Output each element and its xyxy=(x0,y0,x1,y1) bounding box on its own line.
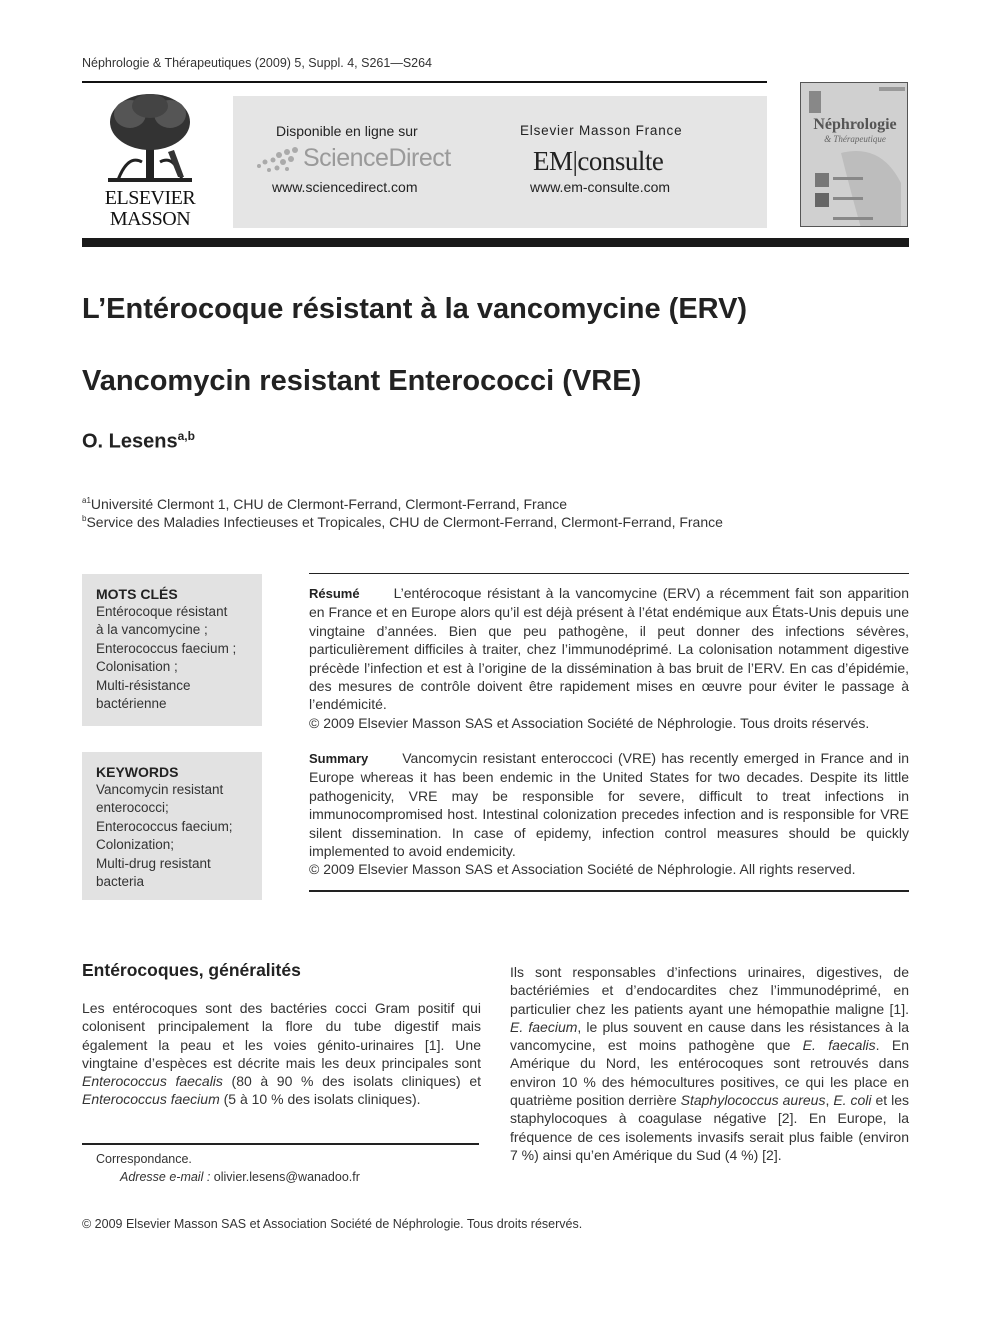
keyword-line: Multi-résistance xyxy=(96,677,191,693)
abstract-top-rule xyxy=(309,573,909,574)
cover-decoration-icon xyxy=(801,83,908,227)
species-name: E. coli xyxy=(833,1092,872,1109)
affiliation-mark: a1 xyxy=(82,496,91,505)
elsevier-masson-logo xyxy=(90,92,210,232)
body-text: . En Amérique du Nord, les entérocoques sont retrouvés dans environ 10 % des hémocultures positives, ce qui les place en quatrième position derrière xyxy=(510,1037,909,1109)
keyword-line: bacteria xyxy=(96,874,145,890)
body-right-column xyxy=(510,963,909,1164)
journal-reference: Néphrologie & Thérapeutiques (2009) 5, Suppl. 4, S261—S264 xyxy=(82,56,433,70)
em-consulte-url-link[interactable]: www.em-consulte.com xyxy=(530,179,671,195)
cover-title: Néphrologie xyxy=(813,116,897,133)
abstract-fr xyxy=(309,584,909,732)
header-rule xyxy=(82,81,767,83)
affiliation-a xyxy=(82,496,567,512)
keyword-line: bactérienne xyxy=(96,696,167,712)
header-thick-rule xyxy=(82,238,909,247)
keyword-line: Colonization; xyxy=(96,837,175,853)
keywords-en-heading: KEYWORDS xyxy=(96,764,179,780)
keyword-line: Enterococcus faecium ; xyxy=(96,640,237,656)
abstract-en-label: Summary xyxy=(309,751,369,766)
body-text: et les staphylocoques à coagulase négative [2]. En Europe, la fréquence de ces isolements invasifs serait plus faible (environ 7 %) ainsi qu’en Amérique du Sud (4 %) [2]. xyxy=(510,1092,910,1163)
abstract-bottom-rule xyxy=(309,890,909,892)
abstract-en-copyright: © 2009 Elsevier Masson SAS et Association Société de Néphrologie. All rights reserved. xyxy=(309,861,856,878)
sciencedirect-dots-icon xyxy=(255,146,301,176)
body-text: (80 à 90 % des isolats cliniques) et xyxy=(222,1073,481,1090)
author-name: O. Lesens xyxy=(82,430,178,453)
sciencedirect-label: Disponible en ligne sur xyxy=(276,123,418,139)
species-name: Enterococcus faecalis xyxy=(82,1073,223,1090)
email-link[interactable]: olivier.lesens@wanadoo.fr xyxy=(213,1170,360,1184)
section-heading: Entérocoques, généralités xyxy=(82,960,301,980)
sciencedirect-wordmark: ScienceDirect xyxy=(303,144,451,172)
keyword-line: Vancomycin resistant xyxy=(96,782,224,797)
keyword-line: Enterococcus faecium; xyxy=(96,818,233,834)
availability-banner xyxy=(233,96,767,228)
abstract-fr-copyright: © 2009 Elsevier Masson SAS et Association Société de Néphrologie. Tous droits réservés. xyxy=(309,714,870,731)
article-title-en: Vancomycin resistant Enterococci (VRE) xyxy=(82,365,642,397)
affiliation-text: Université Clermont 1, CHU de Clermont-Ferrand, Clermont-Ferrand, France xyxy=(90,496,568,512)
body-text: Les entérocoques sont des bactéries cocci Gram positif qui colonisent principalement la flore du tube digestif mais également la peau et les voies génito-urinaires [1]. Une vingtaine d’espèces est décrite mais les deux principales sont xyxy=(82,1000,481,1071)
keyword-line: enterococci; xyxy=(96,800,169,816)
cover-subtitle: & Thérapeutique xyxy=(824,134,886,144)
body-left-column xyxy=(82,999,481,1109)
species-name: Staphylococcus aureus xyxy=(680,1092,826,1109)
elsevier-tree-icon xyxy=(98,92,202,184)
keyword-line: Multi-drug resistant xyxy=(96,855,211,871)
body-text: , le plus souvent en cause dans les résistances à la vancomycine, est moins pathogène que xyxy=(510,1018,909,1054)
keyword-line: à la vancomycine ; xyxy=(96,622,208,638)
footnote-rule xyxy=(82,1143,479,1145)
body-text: (5 à 10 % des isolats cliniques). xyxy=(219,1091,421,1108)
affiliation-mark: b xyxy=(82,514,87,523)
keyword-line: Entérocoque résistant xyxy=(96,604,228,619)
author-affiliation-marks: a,b xyxy=(177,429,195,443)
species-name: E. faecium xyxy=(510,1018,578,1035)
sciencedirect-logo[interactable] xyxy=(255,140,455,178)
email-line xyxy=(120,1170,360,1184)
abstract-fr-text: L’entérocoque résistant à la vancomycine (ERV) a récemment fait son apparition en France et en Europe alors qu’il est déjà présent à l’état endémique aux États-Unis depuis une vingtaine d’années. Bien que peu pathogène, il peut donner des infections sévères, particulièrement difficiles à traiter, chez l’immunodéprimé. La colonisation notamment digestive précède l’infection et est à l’origine de la dissémination à bas bruit de l’ERV. En cas d’épidémie, des mesures de contrôle doivent être rapidement mises en œuvre pour éviter le passage à l’endémicité. xyxy=(309,585,909,713)
footer-copyright: © 2009 Elsevier Masson SAS et Association Société de Néphrologie. Tous droits réservés. xyxy=(82,1217,583,1231)
sciencedirect-url-link[interactable]: www.sciencedirect.com xyxy=(272,179,418,195)
email-label: Adresse e-mail : xyxy=(120,1170,211,1184)
article-title-fr: L’Entérocoque résistant à la vancomycine (ERV) xyxy=(82,293,748,325)
author xyxy=(82,429,195,454)
species-name: E. faecalis xyxy=(802,1037,876,1054)
affiliation-b xyxy=(82,514,723,530)
abstract-en-text: Vancomycin resistant enteroccoci (VRE) has recently emerged in France and in Europe whereas it has been endemic in the United States for two decades. Despite its little pathogenicity, VRE may be responsible for severe, difficult to treat infections in immunocompromised host. Intestinal colonization precedes infection and is responsible for VRE silent dissemination. In case of epidemy, infection control measures should be quickly implemented to avoid endemicity. xyxy=(309,750,909,860)
journal-cover-thumbnail xyxy=(800,82,908,227)
body-text: Ils sont responsables d’infections urinaires, digestives, de bactériémies et d’endocardites chez l’immunodéprimé, en particulier chez les patients ayant une hémopathie maligne [1]. xyxy=(510,964,909,1017)
keywords-fr-heading: MOTS CLÉS xyxy=(96,586,178,602)
species-name: Enterococcus faecium xyxy=(82,1091,220,1108)
affiliation-text: Service des Maladies Infectieuses et Tropicales, CHU de Clermont-Ferrand, Clermont-Ferrand, France xyxy=(86,514,723,530)
keywords-en-box xyxy=(82,752,262,900)
body-text: , xyxy=(825,1092,834,1109)
logo-text-masson: MASSON xyxy=(109,208,191,230)
em-consulte-wordmark[interactable]: EM|consulte xyxy=(533,146,664,176)
abstract-en xyxy=(309,749,909,879)
abstract-fr-label: Résumé xyxy=(309,586,360,601)
keywords-fr-box xyxy=(82,574,262,726)
logo-text-elsevier: ELSEVIER xyxy=(104,187,196,209)
correspondence-label: Correspondance. xyxy=(96,1152,192,1166)
keyword-line: Colonisation ; xyxy=(96,659,178,675)
em-consulte-label: Elsevier Masson France xyxy=(520,123,683,138)
